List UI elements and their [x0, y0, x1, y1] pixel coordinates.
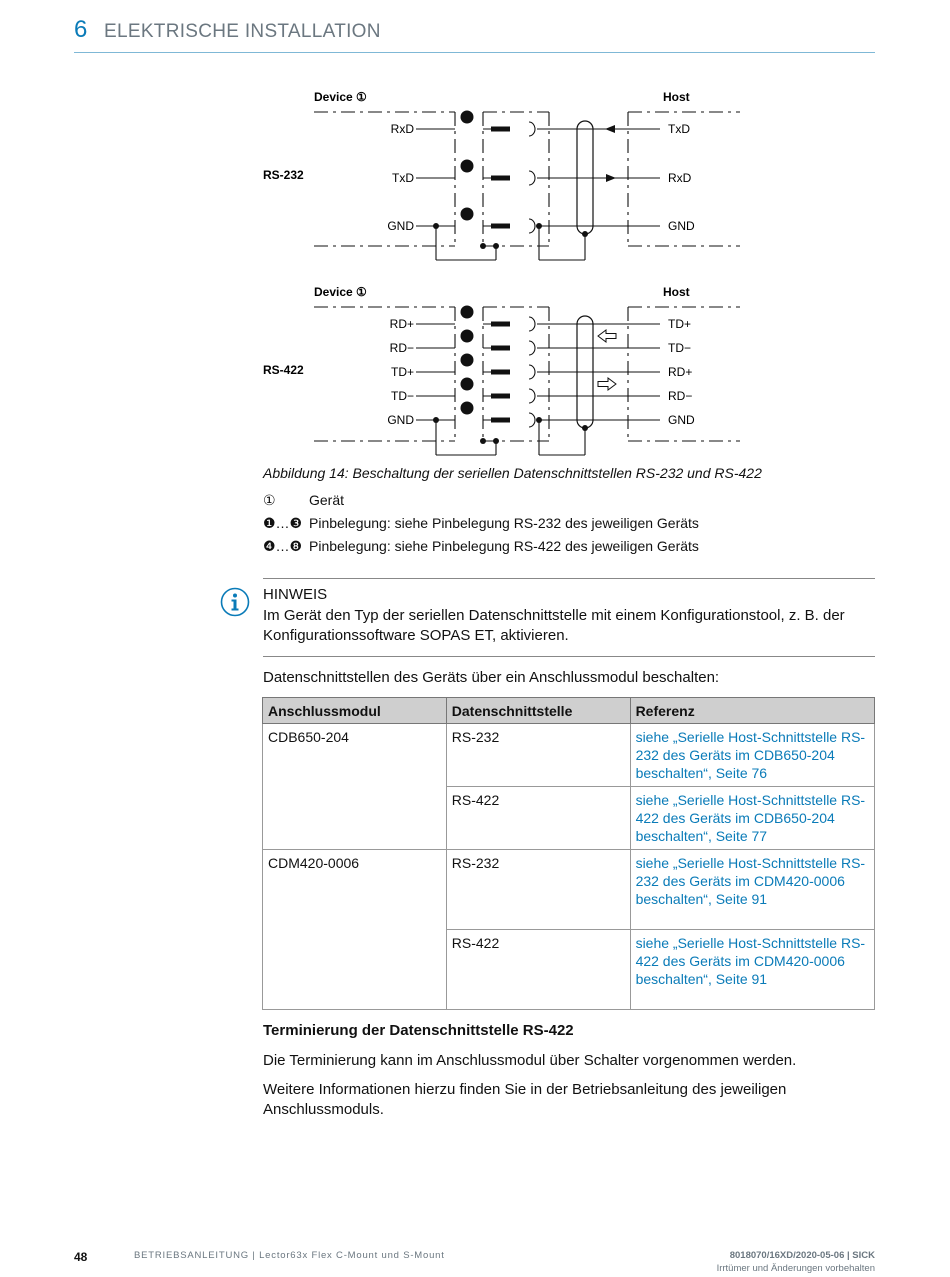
- legend-item: [263, 515, 699, 532]
- device-label: Device ①: [314, 90, 367, 104]
- chapter-title: ELEKTRISCHE INSTALLATION: [104, 21, 381, 42]
- page-number: 48: [74, 1250, 88, 1264]
- page-header: [74, 14, 875, 53]
- legend-symbol: ❶…❸: [263, 515, 303, 531]
- legend-text: Gerät: [309, 492, 345, 508]
- junction-dot: [582, 425, 588, 431]
- socket-contact: [529, 171, 535, 185]
- pin-marker: [461, 208, 474, 221]
- device-signal-label: RD+: [389, 317, 414, 331]
- legend-symbol: ❹…❽: [263, 538, 303, 554]
- table-row: [263, 850, 875, 930]
- pin-contact: [491, 346, 510, 351]
- junction-dot: [480, 243, 486, 249]
- socket-contact: [529, 365, 535, 379]
- pin-contact: [491, 176, 510, 181]
- pin-marker: [461, 354, 474, 367]
- interface-cell: RS-232: [446, 724, 630, 787]
- column-header: Datenschnittstelle: [446, 698, 630, 724]
- socket-contact: [529, 413, 535, 427]
- host-signal-label: RD−: [668, 389, 693, 403]
- rs232-diagram: [263, 90, 740, 260]
- socket-contact: [529, 389, 535, 403]
- column-header: Anschlussmodul: [263, 698, 447, 724]
- footer-disclaimer: Irrtümer und Änderungen vorbehalten: [716, 1263, 875, 1274]
- direction-arrow: [605, 125, 615, 133]
- device-signal-label: RxD: [390, 122, 414, 136]
- pin-marker: [461, 330, 474, 343]
- device-signal-label: TD+: [390, 365, 414, 379]
- junction-dot: [433, 223, 439, 229]
- note-text: Im Gerät den Typ der seriellen Datenschnittstelle mit einem Konfigurationstool, z. B. der Konfigurationssoftware SOPAS ET, aktivieren.: [263, 607, 845, 644]
- host-signal-label: RD+: [668, 365, 693, 379]
- wiring-diagram: [250, 80, 750, 460]
- host-signal-label: GND: [668, 219, 695, 233]
- reference-link[interactable]: siehe „Serielle Host-Schnittstelle RS-422 des Geräts im CDM420-0006 beschalten“, Seite 91: [630, 930, 874, 1010]
- section-heading: Terminierung der Datenschnittstelle RS-422: [263, 1022, 574, 1039]
- pin-contact: [491, 224, 510, 229]
- direction-arrow: [606, 174, 616, 182]
- pin-contact: [491, 418, 510, 423]
- junction-dot: [493, 243, 499, 249]
- legend-item: [263, 492, 344, 509]
- pin-contact: [491, 127, 510, 132]
- interface-cell: RS-422: [446, 787, 630, 850]
- device-label: Device ①: [314, 285, 367, 299]
- socket-contact: [529, 317, 535, 331]
- host-signal-label: RxD: [668, 171, 692, 185]
- figure-caption: Abbildung 14: Beschaltung der seriellen Datenschnittstellen RS-232 und RS-422: [263, 465, 762, 481]
- direction-arrow: [598, 378, 616, 390]
- pin-marker: [461, 160, 474, 173]
- pin-contact: [491, 394, 510, 399]
- device-signal-label: GND: [387, 219, 414, 233]
- info-icon: [220, 587, 250, 617]
- junction-dot: [433, 417, 439, 423]
- pin-marker: [461, 402, 474, 415]
- host-signal-label: TD−: [668, 341, 692, 355]
- column-header: Referenz: [630, 698, 874, 724]
- paragraph: Die Terminierung kann im Anschlussmodul über Schalter vorgenommen werden.: [263, 1052, 797, 1069]
- pin-contact: [491, 370, 510, 375]
- interface-label: RS-232: [263, 168, 304, 182]
- pin-contact: [491, 322, 510, 327]
- chapter-number: 6: [74, 16, 88, 43]
- legend-symbol: ①: [263, 492, 276, 508]
- legend-item: [263, 538, 699, 555]
- direction-arrow: [598, 330, 616, 342]
- junction-dot: [536, 223, 542, 229]
- pin-marker: [461, 378, 474, 391]
- host-signal-label: GND: [668, 413, 695, 427]
- footer-right: [717, 1249, 875, 1275]
- legend-text: Pinbelegung: siehe Pinbelegung RS-232 des jeweiligen Geräts: [309, 515, 699, 531]
- host-label: Host: [663, 285, 690, 299]
- host-signal-label: TD+: [668, 317, 692, 331]
- interface-cell: RS-422: [446, 930, 630, 1010]
- table-header-row: [263, 698, 875, 724]
- device-signal-label: GND: [387, 413, 414, 427]
- interface-cell: RS-232: [446, 850, 630, 930]
- paragraph: Weitere Informationen hierzu finden Sie in der Betriebsanleitung des jeweiligen Anschlussmoduls.: [263, 1081, 787, 1118]
- junction-dot: [536, 417, 542, 423]
- pin-marker: [461, 306, 474, 319]
- table-row: [263, 724, 875, 787]
- module-cell: CDM420-0006: [263, 850, 447, 1010]
- junction-dot: [480, 438, 486, 444]
- footer-docnum: 8018070/16XD/2020-05-06 | SICK: [729, 1250, 875, 1261]
- host-label: Host: [663, 90, 690, 104]
- footer-document-title: BETRIEBSANLEITUNG | Lector63x Flex C-Mount und S-Mount: [134, 1250, 445, 1261]
- reference-link[interactable]: siehe „Serielle Host-Schnittstelle RS-422 des Geräts im CDB650-204 beschalten“, Seite 77: [630, 787, 874, 850]
- socket-contact: [529, 219, 535, 233]
- junction-dot: [582, 231, 588, 237]
- reference-link[interactable]: siehe „Serielle Host-Schnittstelle RS-232 des Geräts im CDM420-0006 beschalten“, Seite 91: [630, 850, 874, 930]
- note-box: [263, 578, 875, 657]
- reference-link[interactable]: siehe „Serielle Host-Schnittstelle RS-232 des Geräts im CDB650-204 beschalten“, Seite 76: [630, 724, 874, 787]
- device-signal-label: RD−: [389, 341, 414, 355]
- interface-label: RS-422: [263, 363, 304, 377]
- rs422-diagram: [263, 285, 740, 455]
- device-signal-label: TxD: [392, 171, 414, 185]
- junction-dot: [493, 438, 499, 444]
- socket-contact: [529, 122, 535, 136]
- host-signal-label: TxD: [668, 122, 690, 136]
- legend-text: Pinbelegung: siehe Pinbelegung RS-422 des jeweiligen Geräts: [309, 538, 699, 554]
- socket-contact: [529, 341, 535, 355]
- device-signal-label: TD−: [390, 389, 414, 403]
- module-table: [262, 697, 875, 1010]
- pin-marker: [461, 111, 474, 124]
- module-cell: CDB650-204: [263, 724, 447, 850]
- note-title: HINWEIS: [263, 586, 328, 603]
- table-intro: Datenschnittstellen des Geräts über ein Anschlussmodul beschalten:: [263, 669, 720, 686]
